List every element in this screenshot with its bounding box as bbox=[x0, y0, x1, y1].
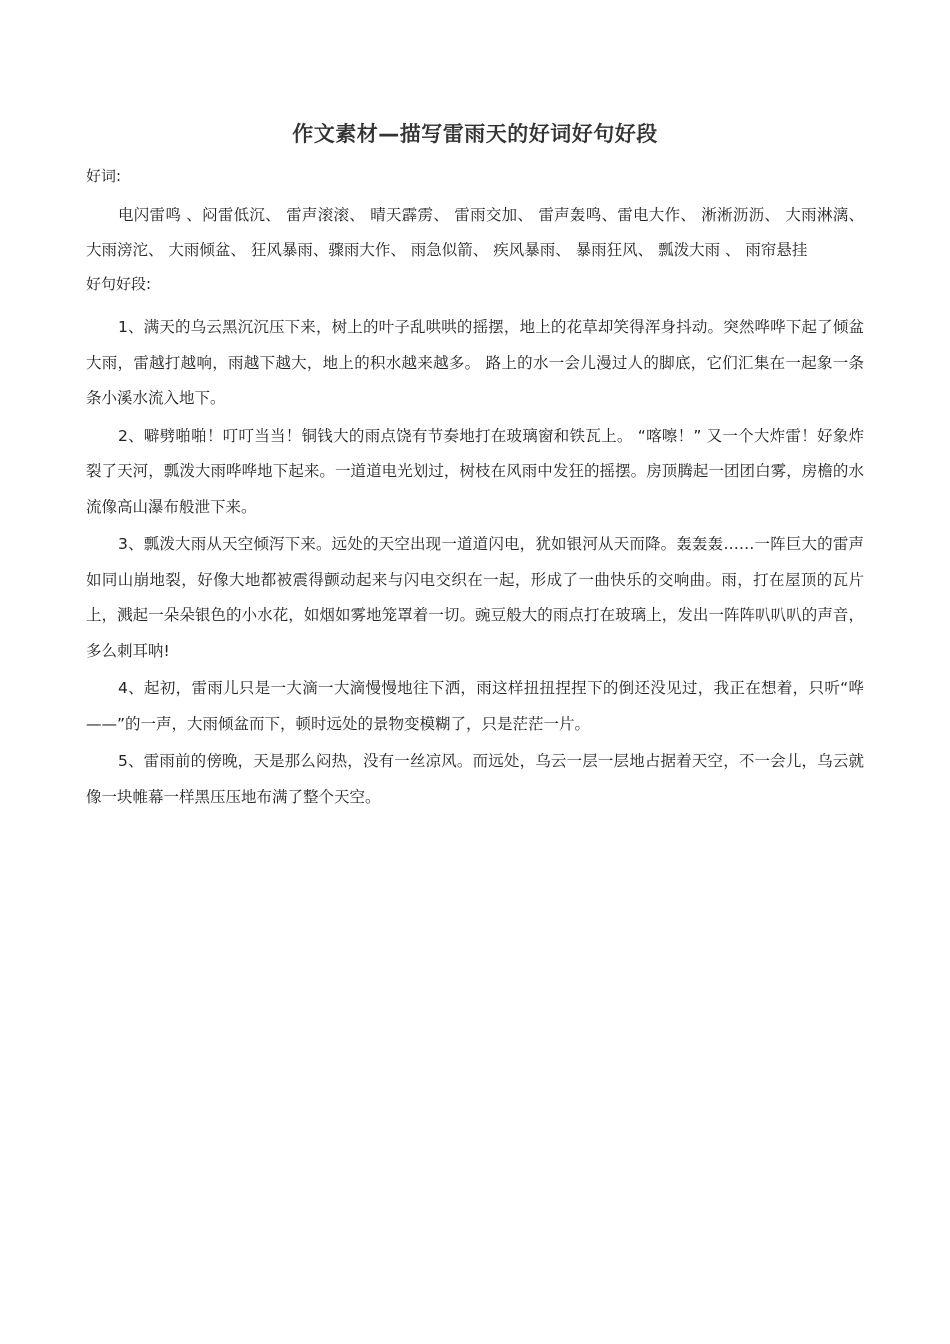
paragraph-2: 2、噼劈啪啪！叮叮当当！铜钱大的雨点饶有节奏地打在玻璃窗和铁瓦上。 “喀嚓！” 又一个大炸雷！好象炸裂了天河，瓢泼大雨哗哗地下起来。一道道电光划过，树枝在风雨中发狂的摇摆。房顶腾起一团团白雾，房檐的水流像高山瀑布般泄下来。 bbox=[86, 426, 864, 516]
paragraph-1: 1、满天的乌云黑沉沉压下来，树上的叶子乱哄哄的摇摆，地上的花草却笑得浑身抖动。突然哗哗下起了倾盆大雨，雷越打越响，雨越下越大，地上的积水越来越多。 路上的水一会儿漫过人的脚底，它们汇集在一起象一条条小溪水流入地下。 bbox=[86, 318, 864, 407]
sentences-label: 好句好段: bbox=[86, 275, 152, 293]
words-paragraph: 电闪雷鸣 、闷雷低沉、 雷声滚滚、 晴天霹雳、 雷雨交加、 雷声轰鸣、雷电大作、 淅淅沥沥、 大雨淋漓、 大雨滂沱、 大雨倾盆、 狂风暴雨、骤雨大作、 雨急似箭、 疾风暴雨、 暴雨狂风、 瓢泼大雨 、 雨帘悬挂 bbox=[86, 206, 864, 259]
paragraph-5: 5、雷雨前的傍晚，天是那么闷热，没有一丝凉风。而远处，乌云一层一层地占据着天空，不一会儿，乌云就像一块帷幕一样黑压压地布满了整个天空。 bbox=[86, 752, 864, 806]
document-title: 作文素材—描写雷雨天的好词好句好段 bbox=[292, 122, 658, 146]
paragraph-3: 3、瓢泼大雨从天空倾泻下来。远处的天空出现一道道闪电，犹如银河从天而降。轰轰轰……一阵巨大的雷声如同山崩地裂，好像大地都被震得颤动起来与闪电交织在一起，形成了一曲快乐的交响曲。雨，打在屋顶的瓦片上，溅起一朵朵银色的小水花，如烟如雾地笼罩着一切。豌豆般大的雨点打在玻璃上，发出一阵阵叭叭叭的声音，多么刺耳呐! bbox=[86, 535, 864, 660]
paragraph-4: 4、起初，雷雨儿只是一大滴一大滴慢慢地往下洒，雨这样扭扭捏捏下的倒还没见过，我正在想着，只听“哗——”的一声，大雨倾盆而下，顿时远处的景物变模糊了，只是茫茫一片。 bbox=[86, 679, 864, 733]
words-label: 好词: bbox=[86, 167, 122, 185]
